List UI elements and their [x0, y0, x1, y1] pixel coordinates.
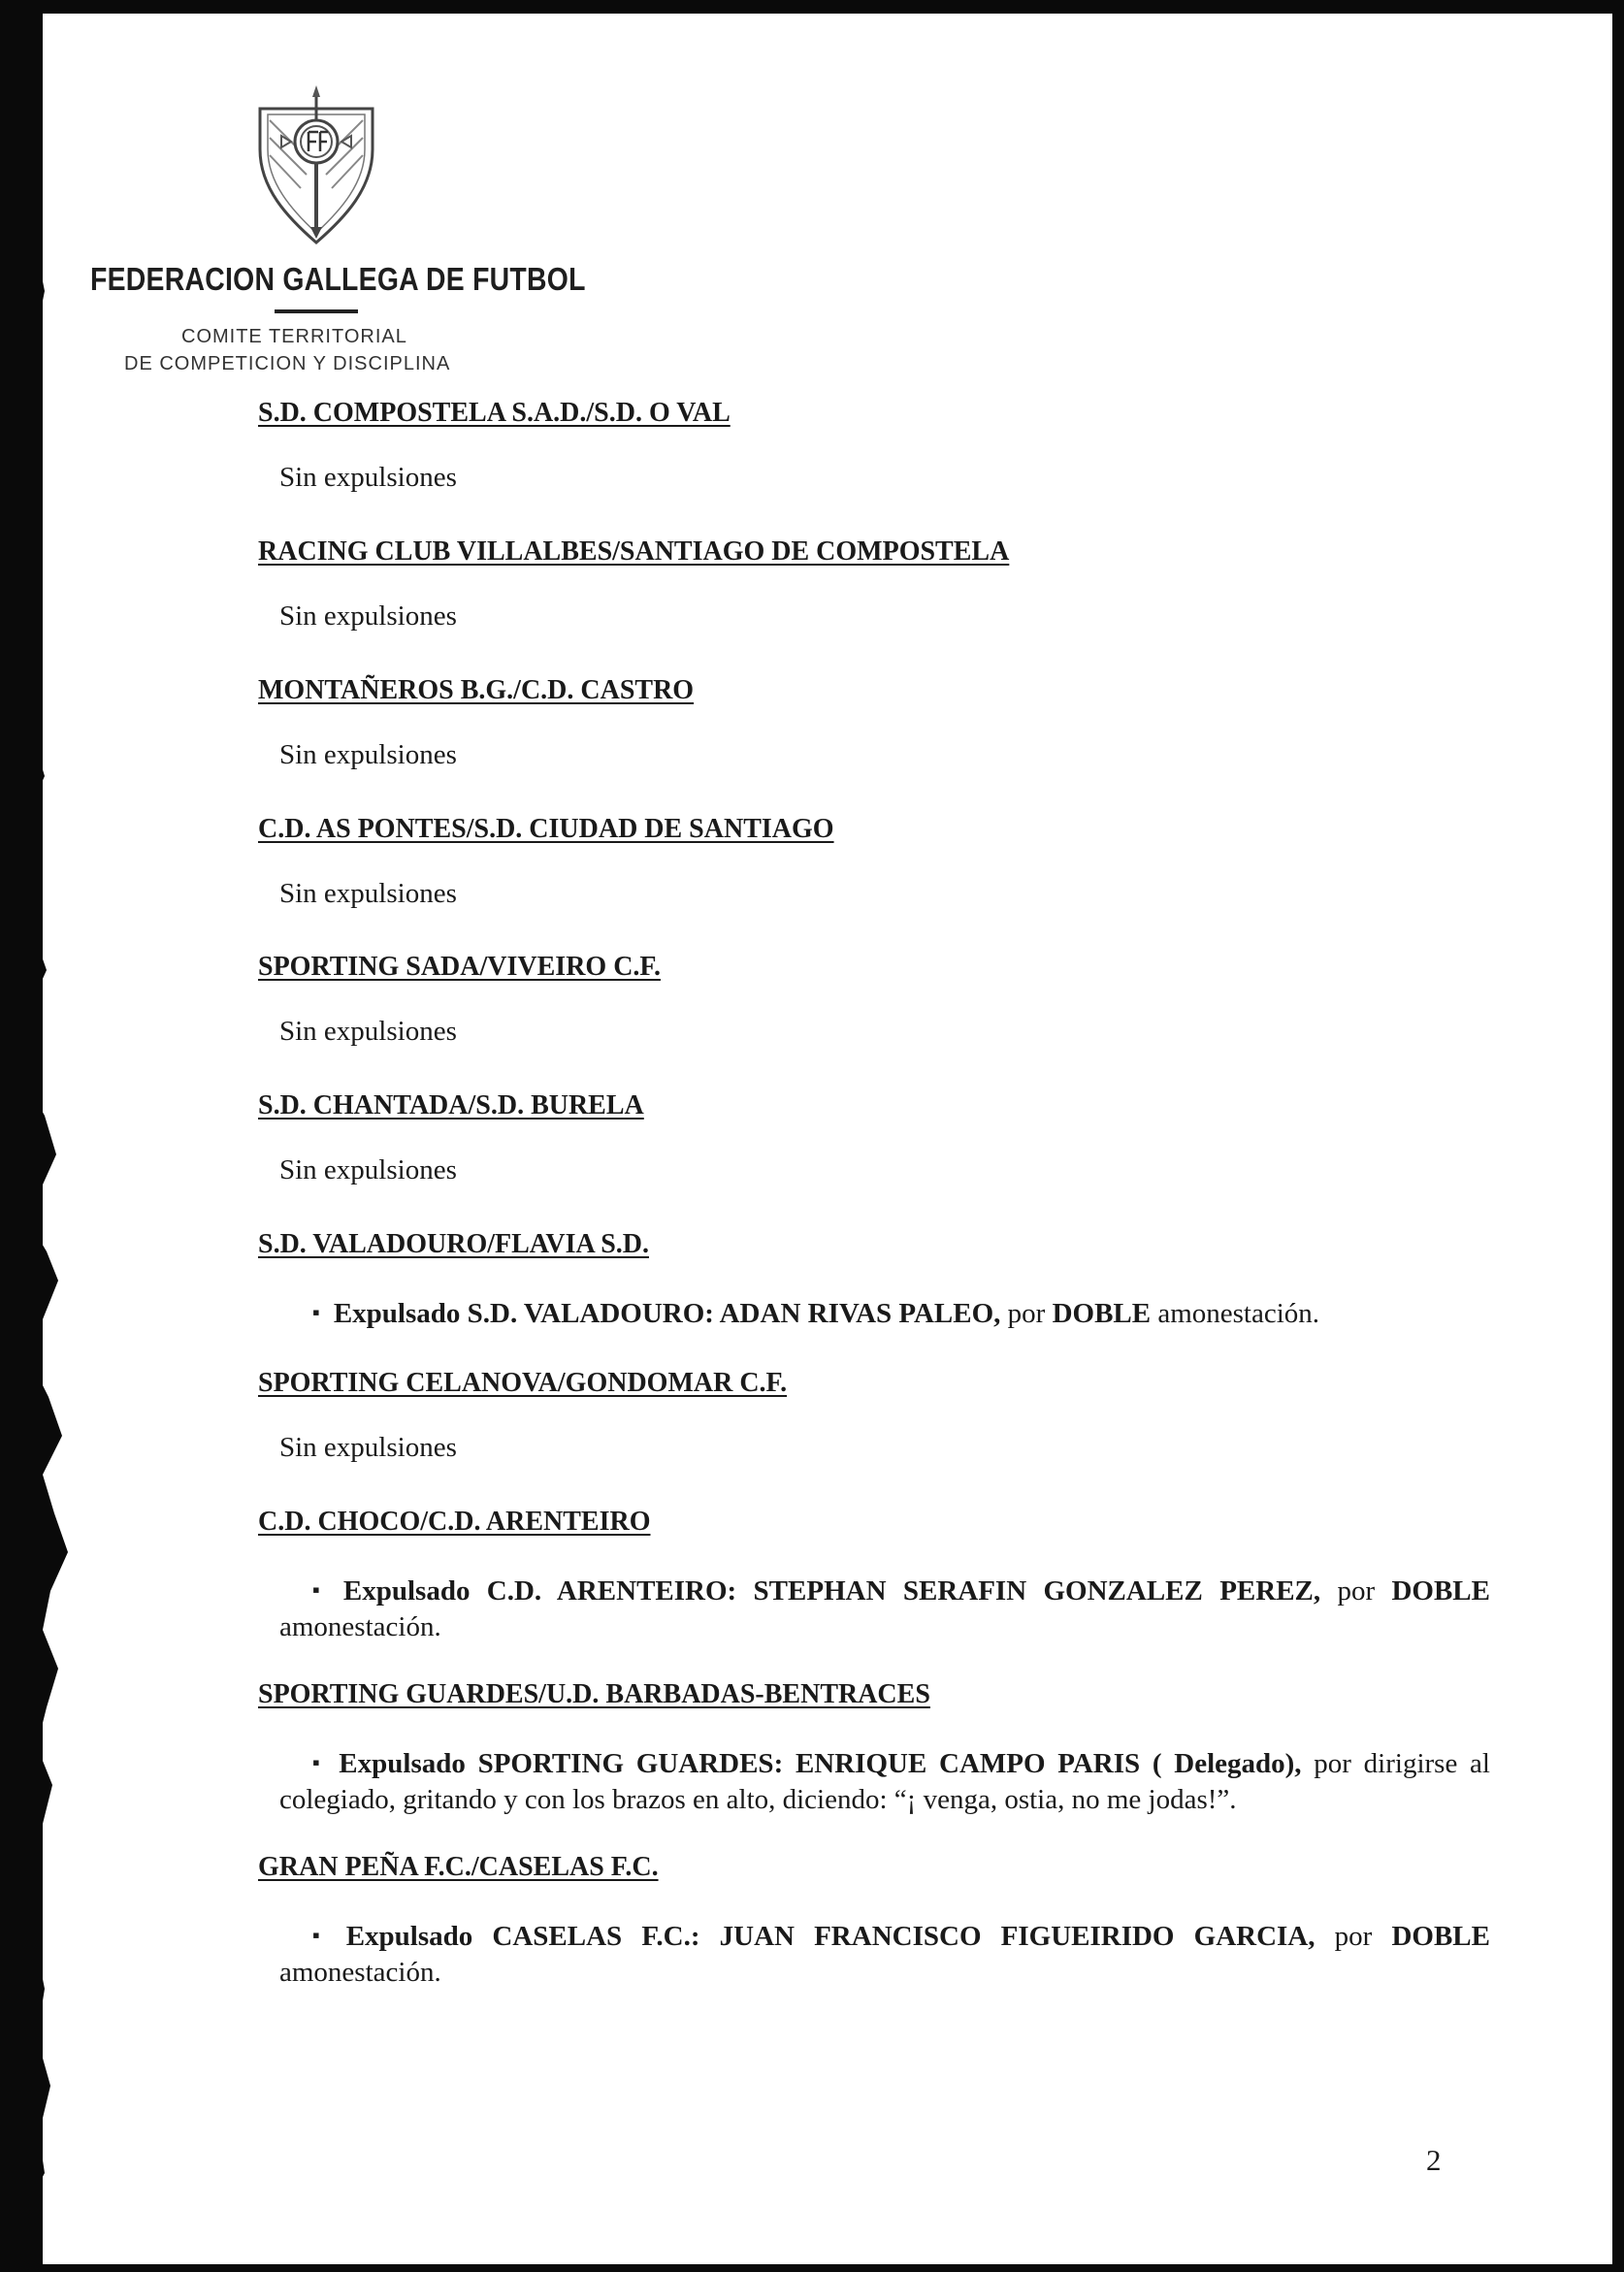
match-entry — [258, 536, 1490, 633]
match-title: GRAN PEÑA F.C./CASELAS F.C. — [258, 1852, 659, 1882]
bullet-marker: ▪ — [312, 1750, 326, 1774]
expulsion-item — [258, 1572, 1490, 1645]
match-entry — [258, 1506, 1490, 1645]
match-result: Sin expulsiones — [279, 878, 457, 909]
match-entry — [258, 1851, 1490, 1991]
bullet-marker: ▪ — [312, 1923, 333, 1947]
match-entry — [258, 1228, 1490, 1332]
expulsion-reason: DOBLE — [1052, 1298, 1152, 1329]
letterhead — [43, 14, 644, 402]
match-title: SPORTING GUARDES/U.D. BARBADAS-BENTRACES — [258, 1679, 930, 1709]
expulsion-player: Expulsado S.D. VALADOURO: ADAN RIVAS PALEO, — [333, 1298, 1001, 1329]
match-title: S.D. CHANTADA/S.D. BURELA — [258, 1090, 644, 1120]
expulsion-player: Expulsado CASELAS F.C.: JUAN FRANCISCO FIGUEIRIDO GARCIA, — [345, 1921, 1315, 1952]
expulsion-reason: DOBLE — [1391, 1575, 1490, 1607]
expulsion-text: por — [1315, 1921, 1392, 1952]
organization-name: FEDERACION GALLEGA DE FUTBOL — [90, 261, 586, 297]
expulsion-text: por — [1320, 1575, 1392, 1607]
match-title: MONTAÑEROS B.G./C.D. CASTRO — [258, 675, 695, 705]
expulsion-text: amonestación. — [1151, 1298, 1320, 1329]
expulsion-text: por dirigirse al colegiado, gritando y con los brazos en alto, diciendo: “¡ venga, ostia, no me jodas!”. — [279, 1748, 1490, 1815]
expulsion-player: Expulsado SPORTING GUARDES: ENRIQUE CAMPO PARIS ( Delegado), — [339, 1748, 1302, 1779]
bullet-marker: ▪ — [312, 1300, 320, 1324]
match-entry — [258, 1089, 1490, 1186]
match-title: S.D. VALADOURO/FLAVIA S.D. — [258, 1229, 649, 1259]
expulsion-item — [258, 1744, 1490, 1818]
match-result: Sin expulsiones — [279, 1016, 457, 1047]
match-title: SPORTING SADA/VIVEIRO C.F. — [258, 952, 661, 982]
expulsion-item — [258, 1917, 1490, 1991]
federation-crest-logo — [252, 81, 380, 246]
match-entry — [258, 813, 1490, 910]
match-result: Sin expulsiones — [279, 600, 457, 632]
expulsion-player: Expulsado C.D. ARENTEIRO: STEPHAN SERAFIN GONZALEZ PEREZ, — [342, 1575, 1321, 1607]
expulsion-item — [258, 1294, 1490, 1332]
bullet-marker: ▪ — [312, 1577, 330, 1602]
torn-paper-edge — [0, 0, 87, 2272]
committee-name-line-2: DE COMPETICION Y DISCIPLINA — [124, 353, 451, 374]
match-title: SPORTING CELANOVA/GONDOMAR C.F. — [258, 1368, 788, 1398]
match-title: C.D. CHOCO/C.D. ARENTEIRO — [258, 1507, 651, 1537]
match-result: Sin expulsiones — [279, 462, 457, 493]
match-title: RACING CLUB VILLALBES/SANTIAGO DE COMPOSTELA — [258, 536, 1010, 567]
match-entry — [258, 951, 1490, 1048]
document-page — [43, 14, 1612, 2264]
expulsion-text: amonestación. — [279, 1611, 441, 1642]
match-result: Sin expulsiones — [279, 1154, 457, 1185]
match-result: Sin expulsiones — [279, 1432, 457, 1463]
match-title: C.D. AS PONTES/S.D. CIUDAD DE SANTIAGO — [258, 814, 834, 844]
match-result: Sin expulsiones — [279, 739, 457, 770]
match-title: S.D. COMPOSTELA S.A.D./S.D. O VAL — [258, 398, 731, 428]
expulsion-text: amonestación. — [279, 1957, 441, 1988]
match-entry — [258, 1678, 1490, 1818]
match-entry — [258, 1367, 1490, 1464]
expulsion-reason: DOBLE — [1391, 1921, 1490, 1952]
committee-name-line-1: COMITE TERRITORIAL — [181, 326, 407, 347]
match-entry — [258, 397, 1490, 494]
page-number: 2 — [1426, 2143, 1442, 2177]
expulsion-text: por — [1000, 1298, 1053, 1329]
match-entry — [258, 674, 1490, 771]
header-divider — [275, 309, 358, 313]
